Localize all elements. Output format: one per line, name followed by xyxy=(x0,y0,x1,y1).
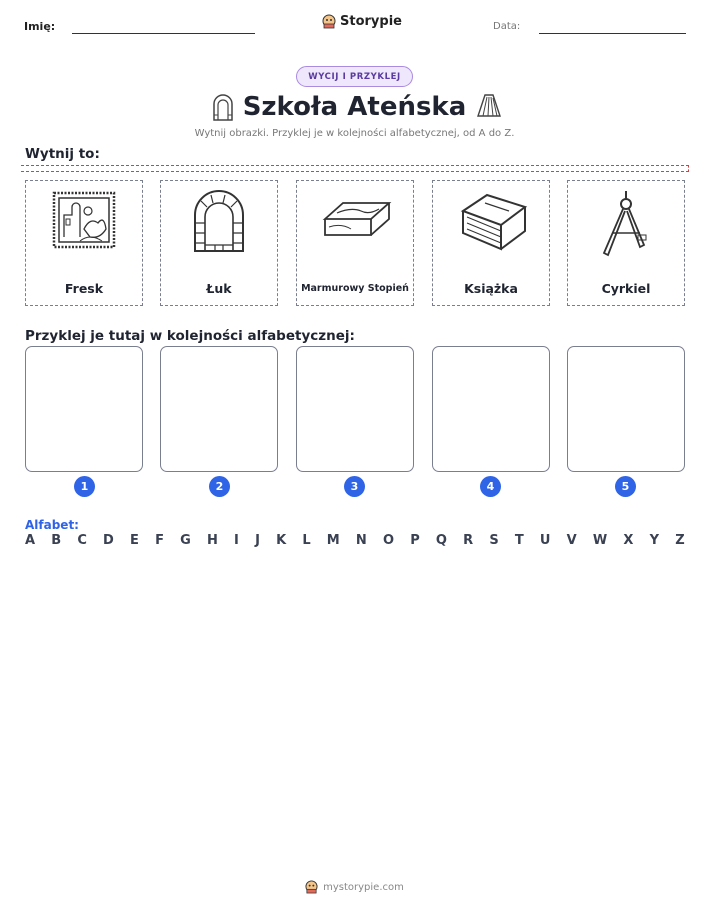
marble-step-icon xyxy=(321,189,393,249)
cut-heading: Wytnij to: xyxy=(25,146,100,162)
alphabet-letter: M xyxy=(326,533,340,548)
alphabet-letter: E xyxy=(130,533,139,548)
storypie-mascot-icon xyxy=(305,880,318,894)
alphabet-letter: Q xyxy=(435,533,447,548)
book-icon xyxy=(457,189,529,255)
storypie-mascot-icon xyxy=(322,14,336,29)
card-label: Fresk xyxy=(64,281,104,296)
alphabet-letter: H xyxy=(206,533,218,548)
card-label: Łuk xyxy=(206,281,232,296)
paste-slot-4[interactable] xyxy=(432,346,550,472)
alphabet-letter: P xyxy=(410,533,420,548)
slot-number: 5 xyxy=(615,476,636,497)
alphabet-letter: F xyxy=(155,533,164,548)
alphabet-letter: N xyxy=(355,533,367,548)
alphabet-letter: B xyxy=(51,533,62,548)
alphabet-letter: Z xyxy=(675,533,685,548)
alphabet-letter: K xyxy=(276,533,287,548)
alphabet-letter: S xyxy=(489,533,499,548)
fresco-icon xyxy=(50,189,118,253)
cut-line xyxy=(21,165,689,172)
cut-card-fresco[interactable] xyxy=(25,180,143,306)
alphabet-letter: W xyxy=(592,533,608,548)
alphabet-letter: X xyxy=(623,533,634,548)
card-label: Marmurowy Stopień xyxy=(301,283,409,294)
footer xyxy=(0,880,709,894)
activity-badge: WYCIJ I PRZYKLEJ xyxy=(296,66,413,87)
brand-logo xyxy=(322,14,402,29)
paste-slot-3[interactable] xyxy=(296,346,414,472)
instructions: Wytnij obrazki. Przyklej je w kolejności alfabetycznej, od A do Z. xyxy=(194,128,515,139)
name-label: Imię: xyxy=(24,20,56,33)
alphabet-letter: U xyxy=(539,533,551,548)
alphabet-letter: R xyxy=(463,533,474,548)
name-line xyxy=(72,33,255,34)
paste-slot-5[interactable] xyxy=(567,346,685,472)
alphabet-letter: D xyxy=(103,533,114,548)
page-title: Szkoła Ateńska xyxy=(242,92,467,122)
alphabet-letter: O xyxy=(382,533,395,548)
slot-number: 1 xyxy=(74,476,95,497)
compass-icon xyxy=(592,189,660,261)
cut-card-book[interactable] xyxy=(432,180,550,306)
alphabet-letter: V xyxy=(566,533,577,548)
alphabet-letter: G xyxy=(180,533,191,548)
alphabet-letter: Y xyxy=(649,533,660,548)
alphabet-heading: Alfabet: xyxy=(25,518,79,532)
alphabet-letter: C xyxy=(77,533,87,548)
card-label: Cyrkiel xyxy=(601,281,651,296)
slot-number: 3 xyxy=(344,476,365,497)
alphabet-letter: A xyxy=(25,533,36,548)
card-label: Książka xyxy=(464,281,518,296)
brand-name: Storypie xyxy=(340,14,402,29)
slot-number: 4 xyxy=(480,476,501,497)
alphabet-letter: I xyxy=(234,533,239,548)
alphabet-row xyxy=(25,533,685,548)
date-label: Data: xyxy=(493,21,521,32)
date-line xyxy=(539,33,686,34)
cut-card-marble-step[interactable] xyxy=(296,180,414,306)
alphabet-letter: J xyxy=(255,533,260,548)
paste-slot-1[interactable] xyxy=(25,346,143,472)
arch-icon xyxy=(185,189,253,255)
alphabet-letter: T xyxy=(514,533,524,548)
paste-heading: Przyklej je tutaj w kolejności alfabetycznej: xyxy=(25,328,355,344)
footer-site: mystorypie.com xyxy=(323,881,404,893)
paste-slot-2[interactable] xyxy=(160,346,278,472)
cut-card-compass[interactable] xyxy=(567,180,685,306)
toga-icon xyxy=(475,92,503,120)
alphabet-letter: L xyxy=(302,533,311,548)
slot-number: 2 xyxy=(209,476,230,497)
cut-card-arch[interactable] xyxy=(160,180,278,306)
